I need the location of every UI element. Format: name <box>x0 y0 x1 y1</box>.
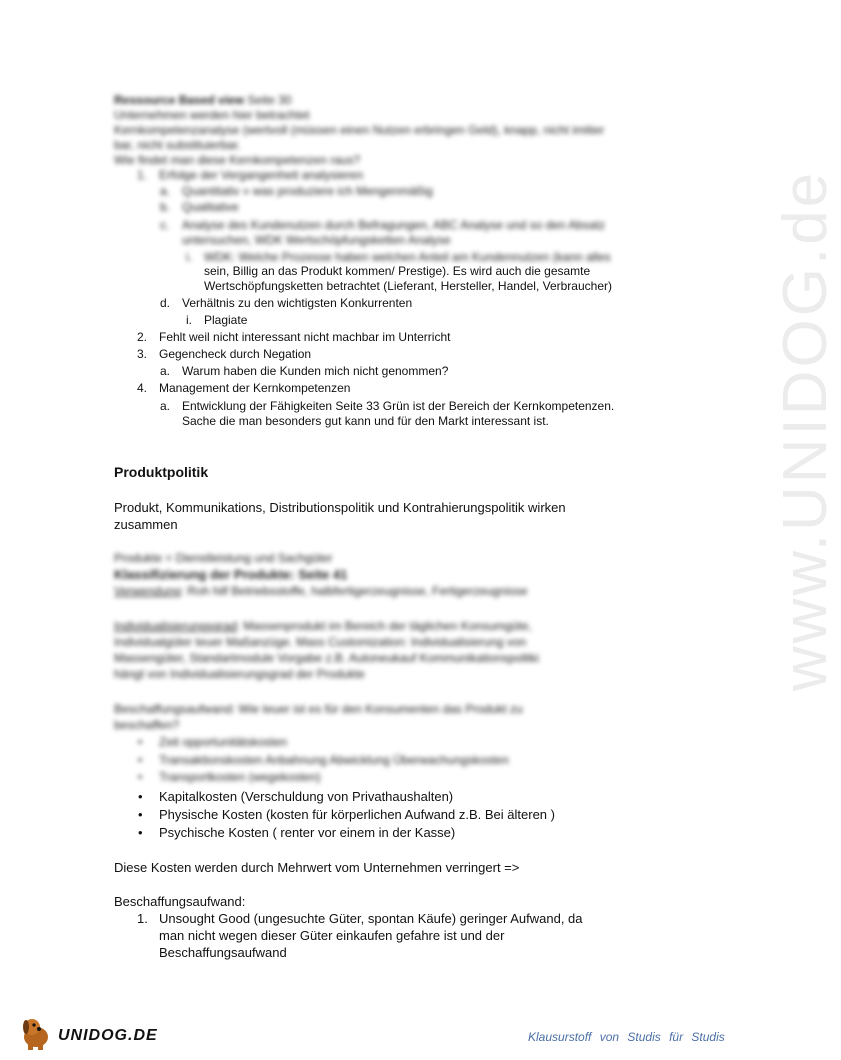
verwendung-text: : Roh hilf Betriebsstoffe, halbfertigerzeugnisse, Fertigerzeugnisse <box>180 584 528 598</box>
text-line: Beschaffungsaufwand: Wie teuer ist es für den Konsumenten das Produkt zu <box>114 702 523 716</box>
list-item: Qualitative <box>182 200 239 214</box>
list-item: Erfolge der Vergangenheit analysieren <box>159 168 364 182</box>
list-item-continued: Wertschöpfungsketten betrachtet (Lieferant, Hersteller, Handel, Verbraucher) <box>204 279 612 293</box>
list-letter: a. <box>160 399 171 413</box>
logo-text: UNIDOG.DE <box>58 1027 158 1044</box>
list-item: Gegencheck durch Negation <box>159 347 312 361</box>
list-item-continued: sein, Billig an das Produkt kommen/ Prestige). Es wird auch die gesamte <box>204 264 591 278</box>
list-item: Verhältnis zu den wichtigsten Konkurrenten <box>182 296 413 310</box>
verwendung-label: Verwendung <box>114 584 181 598</box>
footer-tagline: Klausurstoff von Studis für Studis <box>528 1030 725 1044</box>
dog-icon <box>18 1013 58 1053</box>
list-number: 4. <box>137 381 148 395</box>
bullet-item: • Transaktionskosten Anbahnung Abwicklung Überwachungskosten <box>159 753 509 768</box>
list-item-continued: Beschaffungsaufwand <box>159 945 287 960</box>
list-item: Plagiate <box>204 313 248 327</box>
text-line: bar, nicht substituierbar. <box>114 138 241 152</box>
list-item: Quantitativ » was produziere ich Mengenmäßig <box>182 184 433 198</box>
list-item: Analyse des Kundenutzen durch Befragungen, ABC Analyse und so den Absatz <box>182 218 605 232</box>
list-number: 1. <box>137 911 148 926</box>
section-title-ressource <box>114 93 291 108</box>
subheading-klassifizierung: Klassifizierung der Produkte: Seite 41 <box>114 567 348 582</box>
unidog-logo[interactable] <box>18 1013 158 1053</box>
list-item: WDK: Welche Prozesse haben welchen Anteil am Kundennutzen (kann alles <box>204 250 611 264</box>
bullet-item: • Physische Kosten (kosten für körperlichen Aufwand z.B. Bei älteren ) <box>159 806 555 823</box>
text-line: Massengüter, Standartmodule Vorgabe z.B. Autoneukauf Kommunikationspolitki <box>114 651 539 665</box>
bullet-item: • Psychische Kosten ( renter vor einem in der Kasse) <box>159 824 455 841</box>
text-line <box>114 619 532 634</box>
text-line: Unternehmen werden hier betrachtet <box>114 108 310 122</box>
text-line: Kernkompetenzanalyse (wertvoll (müssen einen Nutzen erbringen Geld), knapp, nicht imitier <box>114 123 605 137</box>
text-line: Produkte = Dienstleistung und Sachgüter <box>114 551 333 565</box>
text-line: Wie findet man diese Kernkompetenzen raus? <box>114 153 361 167</box>
list-item: Entwicklung der Fähigkeiten Seite 33 Grün ist der Bereich der Kernkompetenzen. <box>182 399 615 413</box>
watermark: www.UNIDOG.de <box>771 169 841 692</box>
list-item-continued: Sache die man besonders gut kann und für den Markt interessant ist. <box>182 414 549 428</box>
list-item-continued: untersuchen, WDK Wertschöpfungsketten Analyse <box>182 233 451 247</box>
text-line: hängt von Individualisierungsgrad der Produkte <box>114 667 365 681</box>
list-item-continued: man nicht wegen dieser Güter einkaufen gefahre ist und der <box>159 928 505 943</box>
list-item: Unsought Good (ungesuchte Güter, spontan Käufe) geringer Aufwand, da <box>159 911 583 926</box>
text-line: Individualgüter teuer Maßanzüge. Mass Customization: Individualisierung von <box>114 635 527 649</box>
text-line <box>114 584 527 599</box>
list-roman: i. <box>186 313 192 327</box>
beschaffungsaufwand-label: Beschaffungsaufwand: <box>114 894 246 909</box>
section-title-text: Ressource Based view <box>114 93 245 107</box>
list-number: 2. <box>137 330 148 344</box>
intro-text: Produkt, Kommunikations, Distributionspolitik und Kontrahierungspolitik wirken <box>114 500 566 515</box>
summary-text: Diese Kosten werden durch Mehrwert vom Unternehmen verringert => <box>114 860 520 875</box>
bullet-item: • Zeit opportunitätskosten <box>159 735 287 750</box>
list-letter: b. <box>160 200 171 214</box>
indiv-text: : Massenprodukt im Bereich der täglichen Konsumgüte, <box>236 619 532 633</box>
list-roman: i. <box>186 250 192 264</box>
list-letter: d. <box>160 296 171 310</box>
list-letter: a. <box>160 184 171 198</box>
list-item: Management der Kernkompetenzen <box>159 381 351 395</box>
bullet-item: • Kapitalkosten (Verschuldung von Privathaushalten) <box>159 788 453 805</box>
bullet-item: • Transportkosten (wegekosten) <box>159 770 321 785</box>
section-title-page: Seite 30 <box>247 93 292 107</box>
list-item: Fehlt weil nicht interessant nicht machbar im Unterricht <box>159 330 451 344</box>
list-item: Warum haben die Kunden mich nicht genommen? <box>182 364 449 378</box>
list-letter: a. <box>160 364 171 378</box>
list-letter: c. <box>160 218 170 232</box>
section-heading-produktpolitik: Produktpolitik <box>114 464 209 480</box>
list-number: 1. <box>137 168 148 182</box>
list-number: 3. <box>137 347 148 361</box>
intro-text-continued: zusammen <box>114 517 178 532</box>
text-line: beschaffen? <box>114 718 180 732</box>
indiv-label: Individualisierungsgrad <box>114 619 237 633</box>
